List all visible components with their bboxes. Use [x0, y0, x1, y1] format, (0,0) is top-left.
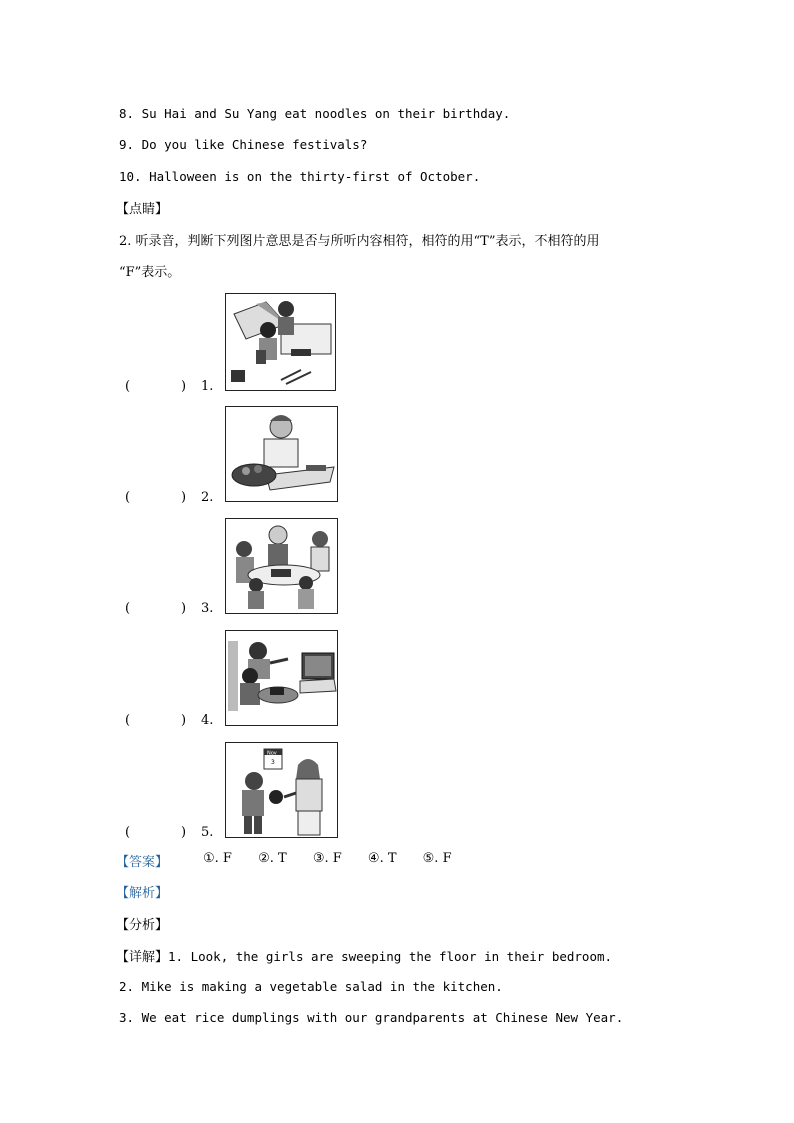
answer-value-3: ③. F — [312, 851, 342, 866]
answer-value-2: ②. T — [258, 851, 287, 866]
xiangjie-label: 【详解】 — [116, 950, 169, 965]
answer-value-1: ①. F — [203, 851, 232, 866]
calendar-month: Nov — [267, 750, 277, 757]
item-number: 4. — [201, 713, 214, 728]
calendar-day: 3 — [271, 759, 275, 766]
paren-open: ( — [125, 490, 131, 505]
answer-label: 【答案】 — [116, 855, 169, 870]
answer-slot-2[interactable] — [125, 490, 213, 505]
answer-slot-5[interactable] — [125, 825, 213, 840]
jiexi-heading: 【解析】 — [116, 886, 169, 901]
item-number: 5. — [201, 825, 214, 840]
xiangjie-text-1: 1. Look, the girls are sweeping the floor in their bedroom. — [168, 949, 613, 964]
paren-open: ( — [125, 825, 131, 840]
picture-2-salad-kitchen — [225, 406, 338, 502]
xiangjie-line-2: 2. Mike is making a vegetable salad in the kitchen. — [119, 979, 503, 994]
text-line-10: 10. Halloween is on the thirty-first of October. — [119, 169, 481, 184]
paren-close: ) — [181, 713, 187, 728]
paren-close: ) — [181, 490, 187, 505]
paren-open: ( — [125, 379, 131, 394]
dianjing-heading: 【点睛】 — [116, 202, 169, 217]
picture-3-family-dinner — [225, 518, 338, 614]
picture-1-girls-bedroom — [225, 293, 336, 391]
picture-5-giving-gift — [225, 742, 338, 838]
question-2-line-1: 2. 听录音，判断下列图片意思是否与所听内容相符，相符的用“T”表示，不相符的用 — [119, 234, 600, 249]
fenxi-heading: 【分析】 — [116, 918, 169, 933]
paren-open: ( — [125, 713, 131, 728]
paren-open: ( — [125, 601, 131, 616]
paren-close: ) — [181, 379, 187, 394]
question-2-line-2: “F”表示。 — [119, 265, 181, 280]
answer-value-5: ⑤. F — [422, 851, 452, 866]
paren-close: ) — [181, 601, 187, 616]
paren-close: ) — [181, 825, 187, 840]
item-number: 2. — [201, 490, 214, 505]
xiangjie-line-3: 3. We eat rice dumplings with our grandparents at Chinese New Year. — [119, 1010, 624, 1025]
xiangjie-line-1 — [116, 946, 612, 965]
text-line-8: 8. Su Hai and Su Yang eat noodles on their birthday. — [119, 106, 511, 121]
picture-4-watching-tv — [225, 630, 338, 726]
answer-slot-1[interactable] — [125, 379, 213, 394]
text-line-9: 9. Do you like Chinese festivals? — [119, 137, 368, 152]
answer-values — [203, 851, 474, 866]
answer-slot-4[interactable] — [125, 713, 213, 728]
answer-value-4: ④. T — [367, 851, 397, 866]
answer-slot-3[interactable] — [125, 601, 213, 616]
item-number: 1. — [201, 379, 214, 394]
item-number: 3. — [201, 601, 214, 616]
